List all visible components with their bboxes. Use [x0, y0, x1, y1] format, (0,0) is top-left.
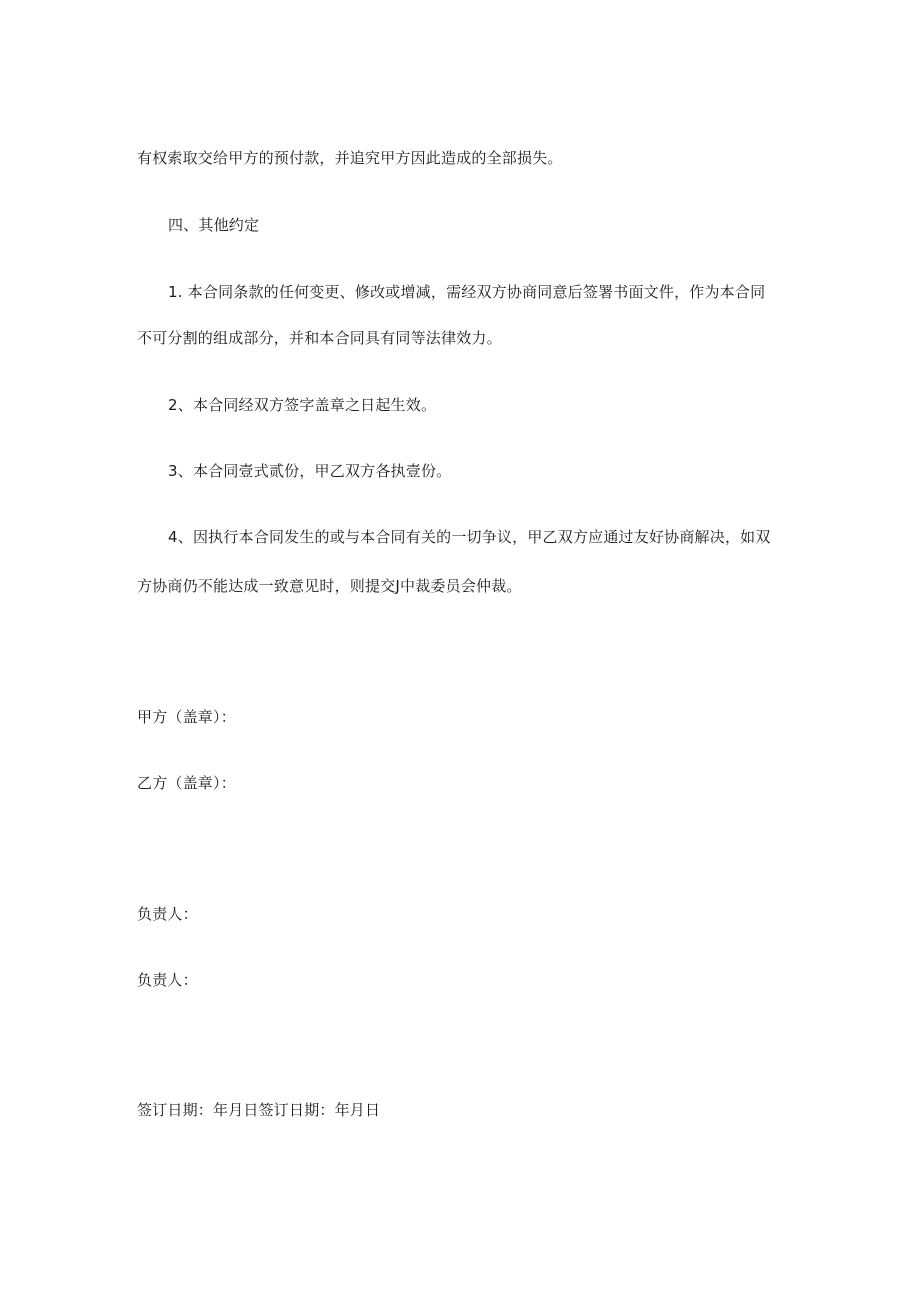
responsible-person-a-label: 负责人：: [137, 905, 198, 923]
clause-4-line-2: 方协商仍不能达成一致意见时，则提交J中裁委员会仲裁。: [137, 577, 522, 595]
continuation-text: 有权索取交给甲方的预付款，并追究甲方因此造成的全部损失。: [137, 149, 563, 167]
section-heading-other-terms: 四、其他约定: [168, 216, 260, 234]
clause-3: 3、本合同壹式贰份，甲乙双方各执壹份。: [168, 462, 452, 480]
party-b-seal-label: 乙方（盖章）：: [137, 774, 236, 792]
signing-date-line: 签订日期：年月日签订日期：年月日: [137, 1101, 381, 1119]
clause-1-line-1: 1. 本合同条款的任何变更、修改或增减，需经双方协商同意后签署书面文件，作为本合同: [168, 283, 766, 301]
clause-4-line-1: 4、因执行本合同发生的或与本合同有关的一切争议，甲乙双方应通过友好协商解决，如双: [168, 528, 771, 546]
responsible-person-b-label: 负责人：: [137, 971, 198, 989]
clause-2: 2、本合同经双方签字盖章之日起生效。: [168, 396, 437, 414]
party-a-seal-label: 甲方（盖章）：: [137, 708, 236, 726]
clause-1-line-2: 不可分割的组成部分，并和本合同具有同等法律效力。: [137, 329, 502, 347]
